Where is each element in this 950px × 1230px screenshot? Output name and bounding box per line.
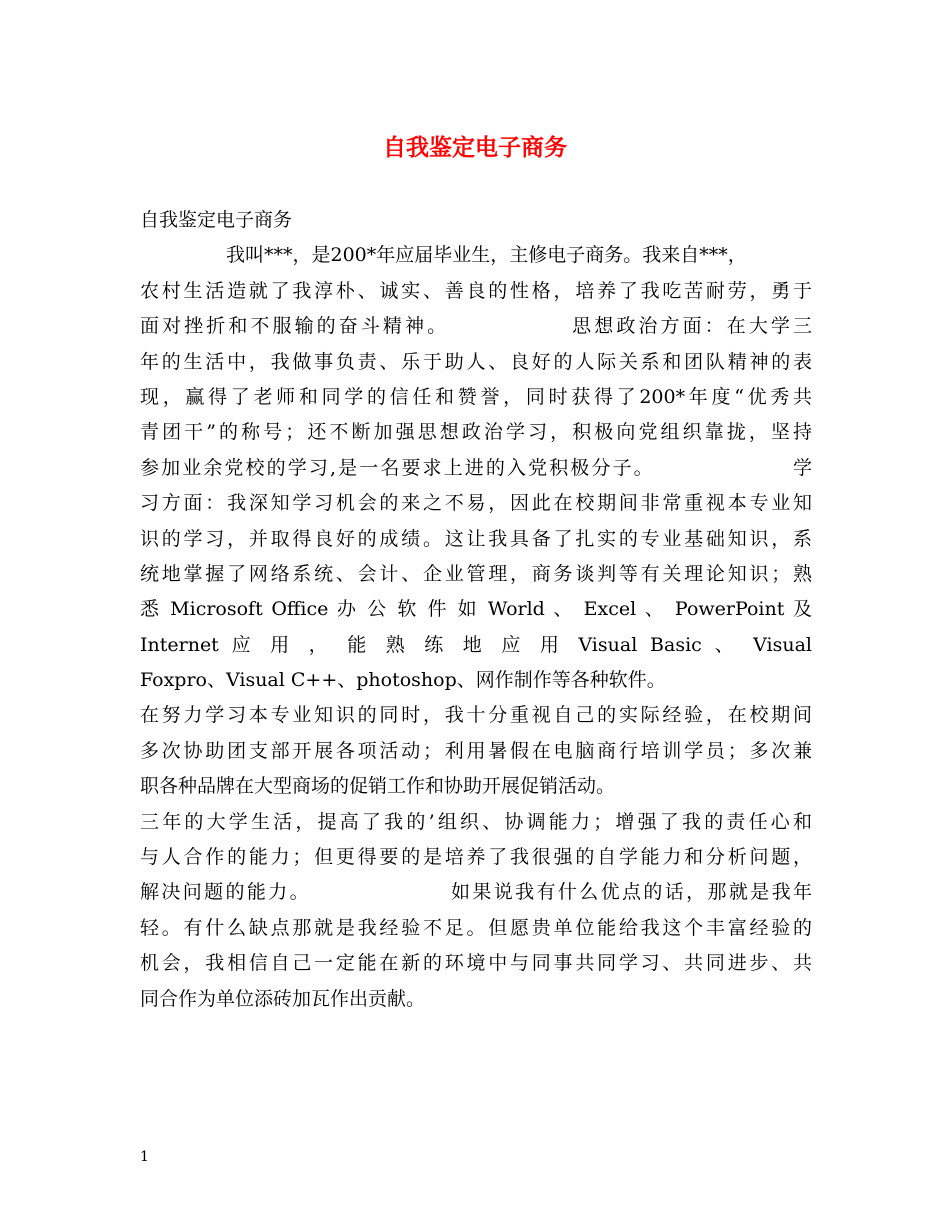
- body-line: 我叫***，是200*年应届毕业生，主修电子商务。我来自***，: [226, 244, 747, 267]
- body-line: 参加业余党校的学习,是一名要求上进的入党积极分子。 学: [140, 456, 812, 479]
- body-line: 识的学习，并取得良好的成绩。这让我具备了扎实的专业基础知识，系: [140, 527, 812, 550]
- body-line: 农村生活造就了我淳朴、诚实、善良的性格，培养了我吃苦耐劳，勇于: [140, 279, 812, 302]
- body-line: 现，赢得了老师和同学的信任和赞誉，同时获得了200*年度“优秀共: [140, 385, 812, 408]
- body-line: 面对挫折和不服输的奋斗精神。 思想政治方面：在大学三: [140, 315, 812, 338]
- body-line: 多次协助团支部开展各项活动；利用暑假在电脑商行培训学员；多次兼: [140, 739, 812, 762]
- body-line: 轻。有什么缺点那就是我经验不足。但愿贵单位能给我这个丰富经验的: [140, 916, 812, 939]
- body-line: 青团干”的称号；还不断加强思想政治学习，积极向党组织靠拢，坚持: [140, 421, 812, 444]
- body-line: 三年的大学生活，提高了我的’组织、协调能力；增强了我的责任心和: [140, 810, 812, 833]
- body-line: 同合作为单位添砖加瓦作出贡献。: [140, 987, 426, 1010]
- body-line: 悉 Microsoft Office 办 公 软 件 如 World 、 Excel 、 PowerPoint 及: [140, 598, 812, 621]
- body-line: 职各种品牌在大型商场的促销工作和协助开展促销活动。: [140, 775, 616, 798]
- page-number: 1: [140, 1149, 149, 1165]
- body-line: Foxpro、Visual C++、photoshop、网作制作等各种软件。: [140, 669, 666, 692]
- document-title: 自我鉴定电子商务: [383, 134, 567, 161]
- body-line: Internet 应 用 ， 能 熟 练 地 应 用 Visual Basic 、 Visual: [140, 633, 812, 656]
- body-line: 习方面：我深知学习机会的来之不易，因此在校期间非常重视本专业知: [140, 492, 812, 515]
- body-line: 机会，我相信自己一定能在新的环境中与同事共同学习、共同进步、共: [140, 952, 812, 975]
- body-line: 自我鉴定电子商务: [140, 209, 293, 231]
- body-line: 与人合作的能力；但更得要的是培养了我很强的自学能力和分析问题，: [140, 846, 812, 869]
- body-line: 在努力学习本专业知识的同时，我十分重视自己的实际经验，在校期间: [140, 704, 812, 727]
- document-body: [140, 203, 812, 1017]
- body-line: 统地掌握了网络系统、会计、企业管理，商务谈判等有关理论知识；熟: [140, 562, 812, 585]
- body-line: 解决问题的能力。 如果说我有什么优点的话，那就是我年: [140, 881, 812, 904]
- body-line: 年的生活中，我做事负责、乐于助人、良好的人际关系和团队精神的表: [140, 350, 812, 373]
